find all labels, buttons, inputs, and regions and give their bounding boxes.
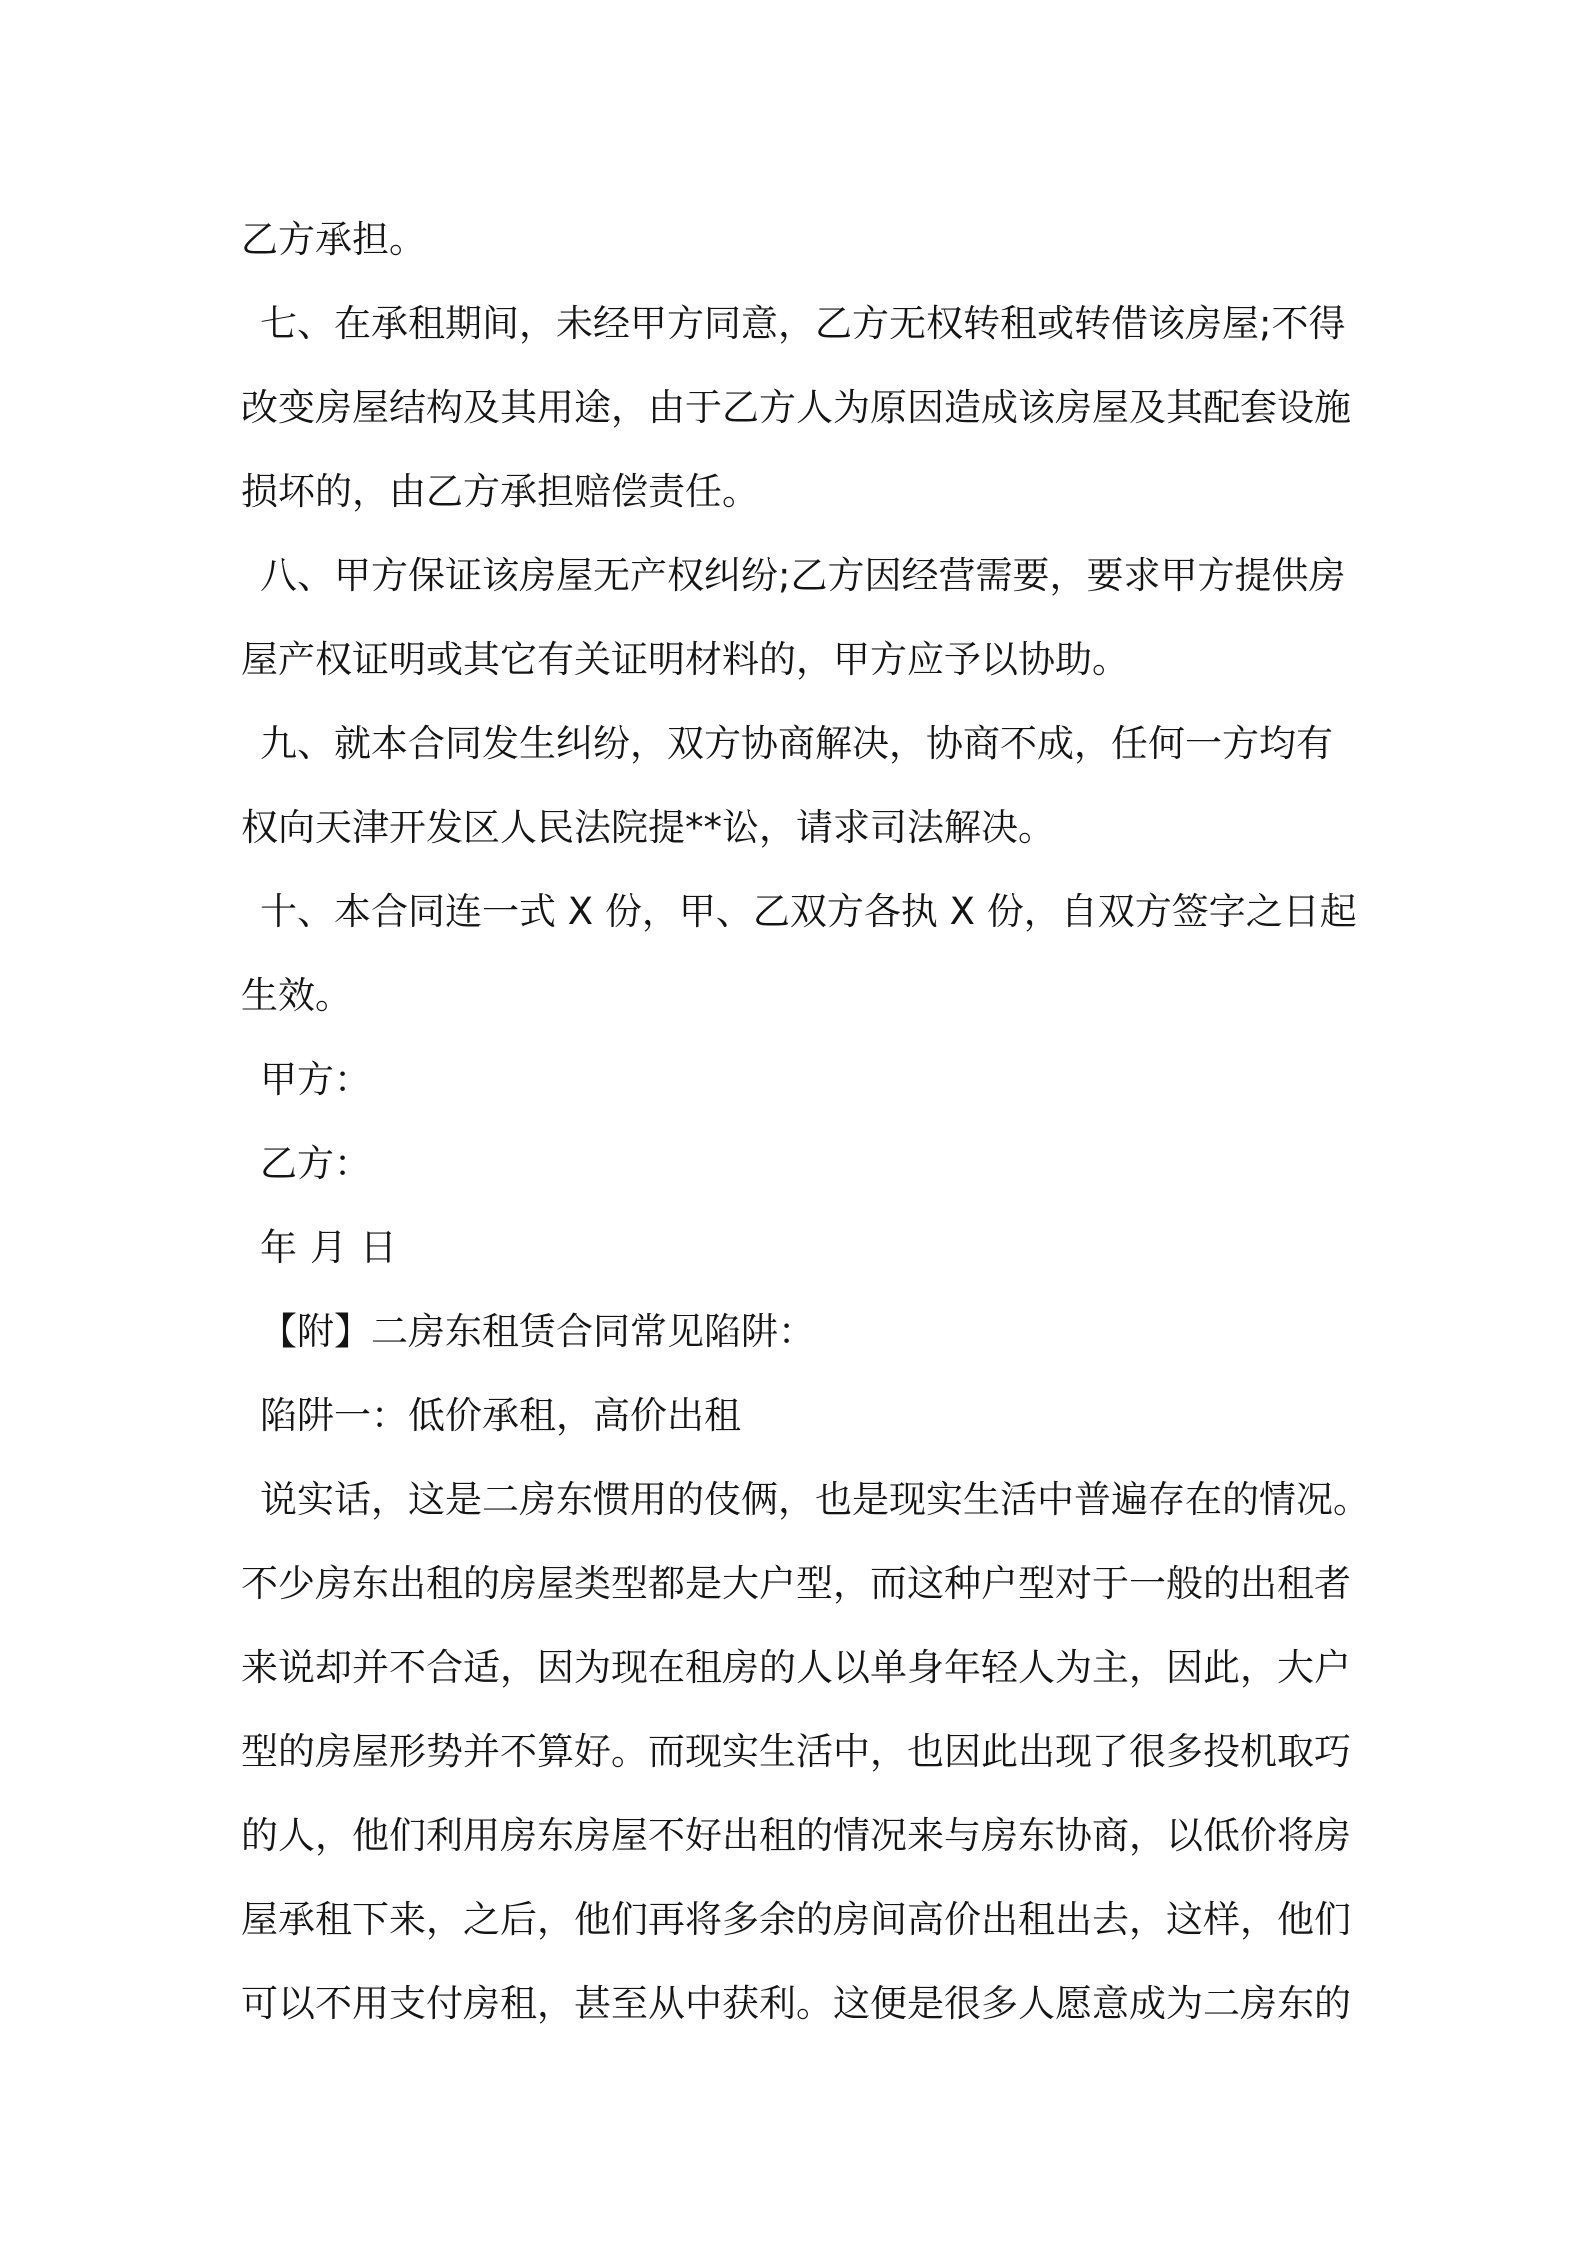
clause-9-line-1: 九、就本合同发生纠纷，双方协商解决，协商不成，任何一方均有 — [260, 722, 1333, 765]
clause-7-line-2: 改变房屋结构及其用途，由于乙方人为原因造成该房屋及其配套设施 — [241, 386, 1351, 429]
clause-8-line-1: 八、甲方保证该房屋无产权纠纷;乙方因经营需要，要求甲方提供房 — [260, 554, 1346, 597]
party-b-signature: 乙方： — [260, 1142, 371, 1185]
clause-7-line-3: 损坏的，由乙方承担赔偿责任。 — [241, 470, 759, 513]
document-body — [241, 198, 1381, 2046]
paragraph-line: 来说却并不合适，因为现在租房的人以单身年轻人为主，因此，大户 — [241, 1646, 1351, 1689]
clause-7-line-1: 七、在承租期间，未经甲方同意，乙方无权转租或转借该房屋;不得 — [260, 302, 1346, 345]
paragraph-line: 不少房东出租的房屋类型都是大户型，而这种户型对于一般的出租者 — [241, 1562, 1351, 1605]
clause-9-line-2: 权向天津开发区人民法院提**讼，请求司法解决。 — [241, 806, 1055, 849]
party-a-signature: 甲方： — [260, 1058, 371, 1101]
paragraph-line: 型的房屋形势并不算好。而现实生活中，也因此出现了很多投机取巧 — [241, 1730, 1351, 1773]
clause-8-line-2: 屋产权证明或其它有关证明材料的，甲方应予以协助。 — [241, 638, 1129, 681]
paragraph-line: 说实话，这是二房东惯用的伎俩，也是现实生活中普遍存在的情况。 — [260, 1478, 1370, 1521]
paragraph-line: 可以不用支付房租，甚至从中获利。这便是很多人愿意成为二房东的 — [241, 1982, 1351, 2025]
trap-one-heading: 陷阱一：低价承租，高价出租 — [260, 1394, 741, 1437]
text-line: 乙方承担。 — [241, 218, 426, 261]
date-line: 年 月 日 — [260, 1226, 398, 1269]
paragraph-line: 的人，他们利用房东房屋不好出租的情况来与房东协商，以低价将房 — [241, 1814, 1351, 1857]
clause-10-line-1: 十、本合同连一式 X 份，甲、乙双方各执 X 份，自双方签字之日起 — [260, 890, 1357, 933]
appendix-heading: 【附】二房东租赁合同常见陷阱： — [260, 1310, 815, 1353]
paragraph-line: 屋承租下来，之后，他们再将多余的房间高价出租出去，这样，他们 — [241, 1898, 1351, 1941]
clause-10-line-2: 生效。 — [241, 974, 352, 1017]
